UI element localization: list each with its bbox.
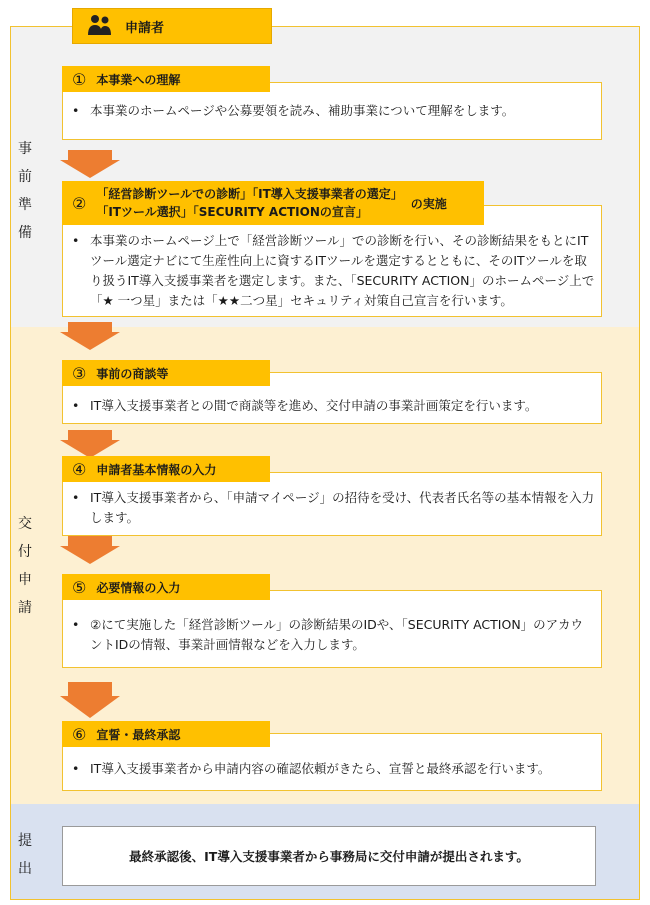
step-5-header xyxy=(62,574,270,600)
step-number: ⑥ xyxy=(72,724,87,744)
final-submission-box xyxy=(62,826,596,886)
phase-label-apply xyxy=(14,517,36,629)
step-4-bullet xyxy=(72,488,650,528)
step-title-suffix: の実施 xyxy=(410,196,447,211)
bullet-dot: • xyxy=(72,490,80,505)
down-arrow-icon xyxy=(60,682,120,718)
step-6-bullet xyxy=(72,759,650,779)
bullet-dot: • xyxy=(72,617,80,632)
down-arrow-icon xyxy=(60,430,120,458)
step-title-block xyxy=(96,185,402,221)
bullet-dot: • xyxy=(72,398,80,413)
down-arrow-icon xyxy=(60,536,120,564)
phase-char: 付 xyxy=(18,544,32,560)
people-icon xyxy=(85,11,115,41)
step-6-header xyxy=(62,721,270,747)
phase-char: 請 xyxy=(18,600,32,616)
step-body: 本事業のホームページ上で「経営診断ツール」での診断を行い、その診断結果をもとにITツール選定ナビにて生産性向上に資するITツールを選定するとともに、そのITツールを取り扱うIT導入支援事業者を選定します。また、「SECURITY ACTION」のホームページ上で「★ 一つ星」または「★★二つ星」セキュリティ対策自己宣言を行います。 xyxy=(90,233,595,308)
phase-char: 出 xyxy=(18,861,32,877)
final-submission-text: 最終承認後、IT導入支援事業者から事務局に交付申請が提出されます。 xyxy=(129,849,529,864)
step-3-header xyxy=(62,360,270,386)
phase-label-submit xyxy=(14,834,36,890)
step-number: ③ xyxy=(72,363,87,383)
step-2-header xyxy=(62,181,484,225)
step-title: 宣誓・最終承認 xyxy=(96,727,181,742)
step-body: 本事業のホームページや公募要領を読み、補助事業について理解をします。 xyxy=(90,103,515,118)
down-arrow-icon xyxy=(60,150,120,178)
step-3-bullet xyxy=(72,396,650,416)
step-title-line: 「経営診断ツールでの診断」「IT導入支援事業者の選定」 xyxy=(96,187,403,201)
step-2-bullet xyxy=(72,231,650,311)
step-body: ②にて実施した「経営診断ツール」の診断結果のIDや、「SECURITY ACTION」のアカウントIDの情報、事業計画情報などを入力します。 xyxy=(90,617,584,652)
phase-char: 申 xyxy=(18,572,32,588)
applicant-header xyxy=(72,8,272,44)
step-5-bullet xyxy=(72,615,650,655)
step-number: ② xyxy=(72,193,87,213)
phase-char: 備 xyxy=(18,225,32,241)
step-title: 申請者基本情報の入力 xyxy=(96,462,217,477)
down-arrow-icon xyxy=(60,322,120,350)
step-body: IT導入支援事業者から、「申請マイページ」の招待を受け、代表者氏名等の基本情報を入力します。 xyxy=(90,490,595,525)
bullet-dot: • xyxy=(72,103,80,118)
phase-char: 準 xyxy=(18,197,32,213)
step-4-header xyxy=(62,456,270,482)
phase-char: 交 xyxy=(18,516,32,532)
step-title: 必要情報の入力 xyxy=(96,580,181,595)
bullet-dot: • xyxy=(72,761,80,776)
step-1-header xyxy=(62,66,270,92)
step-title: 事前の商談等 xyxy=(96,366,169,381)
step-title: 本事業への理解 xyxy=(96,72,181,87)
step-body: IT導入支援事業者との間で商談等を進め、交付申請の事業計画策定を行います。 xyxy=(90,398,538,413)
step-number: ① xyxy=(72,69,87,89)
step-title-line: 「ITツール選択」「SECURITY ACTIONの宣言」 xyxy=(96,205,368,219)
bullet-dot: • xyxy=(72,233,80,248)
step-1-bullet xyxy=(72,101,650,121)
step-number: ④ xyxy=(72,459,87,479)
phase-label-prep xyxy=(14,142,36,254)
phase-char: 事 xyxy=(18,141,32,157)
phase-char: 提 xyxy=(18,833,32,849)
applicant-label: 申請者 xyxy=(125,20,165,36)
step-number: ⑤ xyxy=(72,577,87,597)
phase-char: 前 xyxy=(18,169,32,185)
step-body: IT導入支援事業者から申請内容の確認依頼がきたら、宣誓と最終承認を行います。 xyxy=(90,761,551,776)
